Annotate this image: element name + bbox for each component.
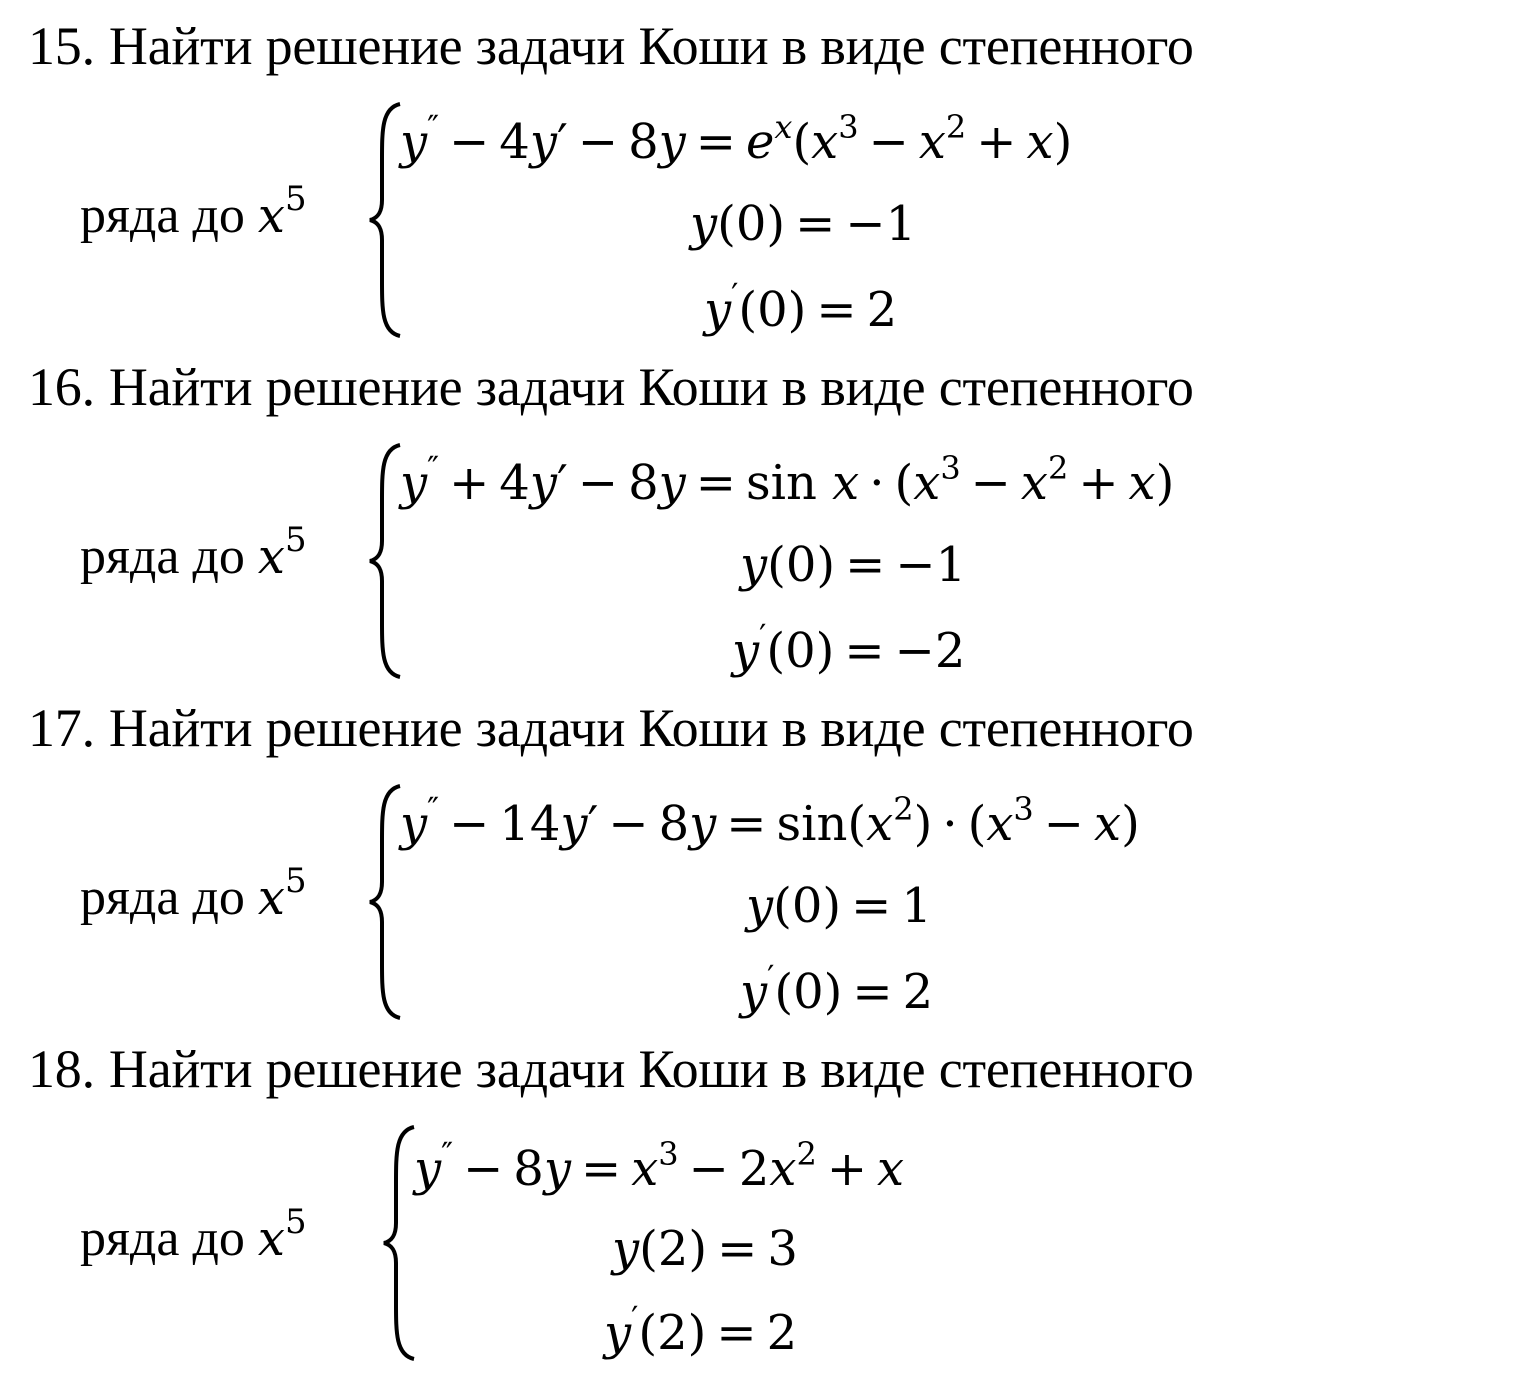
problem-text: Найти решение задачи Коши в виде степенного [108, 16, 1194, 76]
initial-condition-dy: y′(0) = 2 [740, 958, 934, 1020]
lead-power: 5 [285, 179, 307, 219]
series-order-label [80, 520, 307, 587]
initial-condition-y: y(0) = −1 [740, 537, 967, 593]
lead-power: 5 [285, 520, 307, 560]
lead-variable: $x^5$ [257, 179, 307, 244]
problem-number: 17. [28, 698, 95, 758]
initial-condition-y: y(0) = −1 [690, 196, 917, 252]
lead-variable: $x^5$ [257, 861, 307, 926]
series-order-label [80, 861, 307, 928]
initial-condition-y: y(2) = 3 [612, 1221, 798, 1277]
differential-equation: $y'' + 4y' - 8y = \sin x \cdot (x^3 - x^2 + x)$ [400, 449, 1175, 511]
differential-equation: $y'' - 8y = x^3 - 2x^2 + x$ [414, 1135, 905, 1197]
problem-text: Найти решение задачи Коши в виде степенного [108, 1039, 1194, 1099]
problem-number: 16. [28, 357, 95, 417]
problem-18 [0, 1023, 1536, 1365]
initial-condition-dy: y′(0) = 2 [704, 276, 898, 338]
problem-number: 18. [28, 1039, 95, 1099]
problem-heading [28, 696, 1194, 760]
lead-power: 5 [285, 861, 307, 901]
lead-variable: $x^5$ [257, 520, 307, 585]
problem-heading [28, 1037, 1194, 1101]
series-order-label [80, 179, 307, 246]
lead-text: ряда до [80, 1210, 245, 1267]
lead-variable: $x^5$ [257, 1202, 307, 1267]
differential-equation: $y'' - 14y' - 8y = \sin(x^2) \cdot (x^3 - x)$ [400, 790, 1140, 852]
problem-15 [0, 0, 1536, 342]
problem-17 [0, 682, 1536, 1024]
lead-text: ряда до [80, 528, 245, 585]
lead-text: ряда до [80, 869, 245, 926]
lead-power: 5 [285, 1202, 307, 1242]
problem-16 [0, 341, 1536, 683]
problem-text: Найти решение задачи Коши в виде степенного [108, 357, 1194, 417]
initial-condition-y: y(0) = 1 [746, 878, 932, 934]
problem-number: 15. [28, 16, 95, 76]
lead-text: ряда до [80, 187, 245, 244]
problem-heading [28, 14, 1194, 78]
initial-condition-dy: y′(0) = −2 [732, 617, 966, 679]
initial-condition-dy: y′(2) = 2 [604, 1299, 798, 1361]
series-order-label [80, 1202, 307, 1269]
problem-heading [28, 355, 1194, 419]
problem-text: Найти решение задачи Коши в виде степенного [108, 698, 1194, 758]
differential-equation: $y'' - 4y' - 8y = e^x(x^3 - x^2 + x)$ [400, 108, 1073, 170]
